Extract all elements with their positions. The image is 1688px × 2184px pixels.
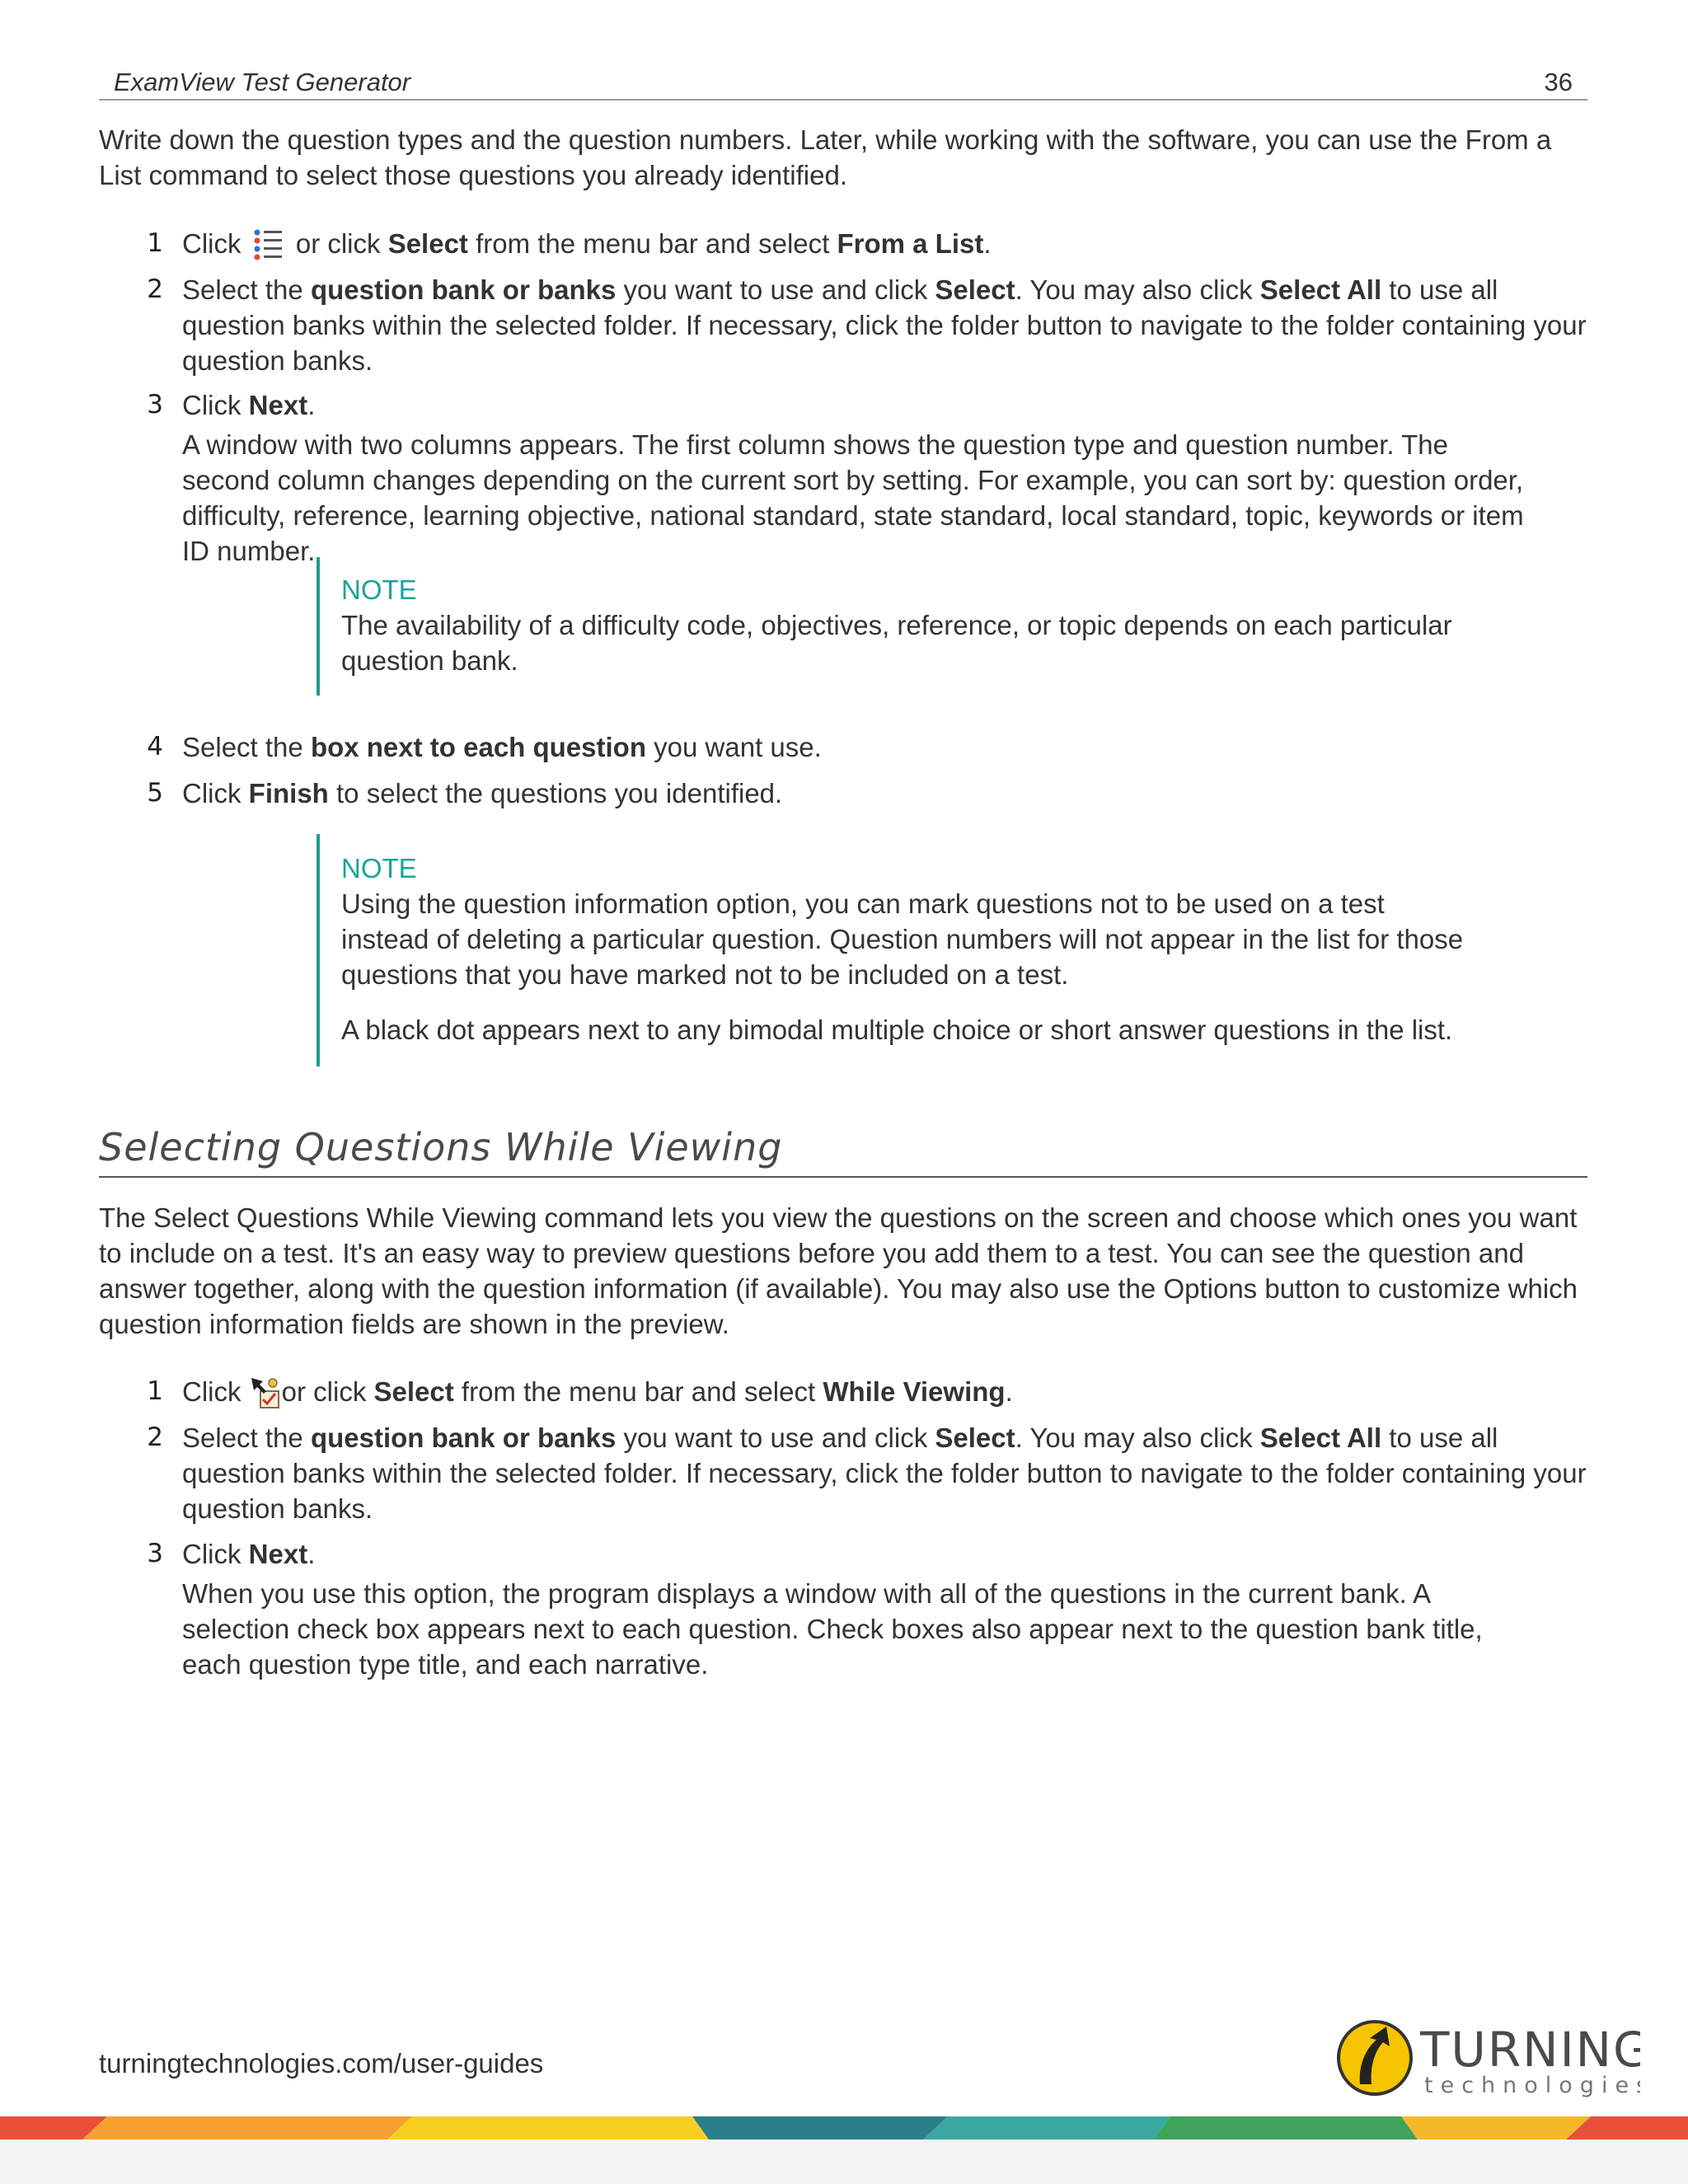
step-number: 1 <box>147 1376 163 1406</box>
step-text: Select the question bank or banks you want to use and click Select. You may also click Select All to use all question banks within the selected folder. If necessary, click the folder button to navigate to the folder containing your question banks. <box>182 1422 1587 1524</box>
step-text: Click or click Select from the menu bar and select From a List. <box>182 226 1592 261</box>
logo-word-technologies: technologies <box>1424 2073 1640 2098</box>
turning-arrow-logo-icon <box>1335 2017 1640 2099</box>
section-intro-paragraph: The Select Questions While Viewing command lets you view the questions on the screen and choose which ones you want to include on a test. It's an easy way to preview questions before you add them to a test. You can see the question and answer together, along with the question information (if available). You may also use the Options button to customize which question information fields are shown in the preview. <box>99 1202 1578 1339</box>
note-label: NOTE <box>341 574 417 605</box>
footer-bar <box>0 2139 1688 2184</box>
footer-url: turningtechnologies.com/user-guides <box>99 2048 544 2079</box>
select-while-viewing-icon <box>249 1375 282 1409</box>
note-text: Using the question information option, you can mark questions not to be used on a test instead of deleting a particular question. Question numbers will not appear in the list for those questions that you have marked not to be included on a test. <box>341 888 1464 990</box>
step-number: 2 <box>147 274 163 304</box>
logo-word-turning: TURNING <box>1420 2022 1640 2078</box>
step-number: 1 <box>147 228 163 258</box>
step-detail: When you use this option, the program displays a window with all of the questions in the current bank. A selection check box appears next to each question. Check boxes also appear next to the question bank title, each question type title, and each narrative. <box>182 1578 1483 1680</box>
note-box <box>316 557 1470 696</box>
step-detail: A window with two columns appears. The first column shows the question type and question number. The second column changes depending on the current sort by setting. For example, you can sort by: question order, difficulty, reference, learning objective, national standard, state standard, local standard, topic, keywords or item ID number. <box>182 429 1524 566</box>
step-number: 3 <box>147 390 163 419</box>
step-text: Click Finish to select the questions you identified. <box>182 778 783 808</box>
section-heading-text: Selecting Questions While Viewing <box>99 1125 783 1169</box>
step-number: 3 <box>147 1539 163 1568</box>
footer-color-stripe <box>0 2116 1688 2139</box>
step-number: 4 <box>147 732 163 762</box>
step-text: Click Next. <box>182 390 316 420</box>
header-title: ExamView Test Generator <box>114 68 411 96</box>
note-text-2: A black dot appears next to any bimodal multiple choice or short answer questions in the list. <box>341 1015 1453 1045</box>
note-label: NOTE <box>341 853 417 883</box>
step-text: Select the question bank or banks you want to use and click Select. You may also click Select All to use all question banks within the selected folder. If necessary, click the folder button to navigate to the folder containing your question banks. <box>182 274 1587 376</box>
turning-technologies-logo <box>1335 2017 1640 2099</box>
note-text: The availability of a difficulty code, objectives, reference, or topic depends on each particular question bank. <box>341 610 1452 676</box>
step-number: 5 <box>147 778 163 808</box>
page-header <box>99 64 1587 101</box>
step-text: Select the box next to each question you want use. <box>182 732 822 762</box>
list-select-icon <box>251 227 285 261</box>
note-box <box>316 834 1470 1066</box>
step-text: Click or click Select from the menu bar and select While Viewing. <box>182 1374 1592 1409</box>
step-number: 2 <box>147 1422 163 1452</box>
step-text: Click Next. <box>182 1539 316 1569</box>
page-number: 36 <box>1544 68 1573 96</box>
section-heading <box>99 1125 1587 1178</box>
intro-paragraph: Write down the question types and the question numbers. Later, while working with the software, you can use the From a List command to select those questions you already identified. <box>99 124 1552 190</box>
